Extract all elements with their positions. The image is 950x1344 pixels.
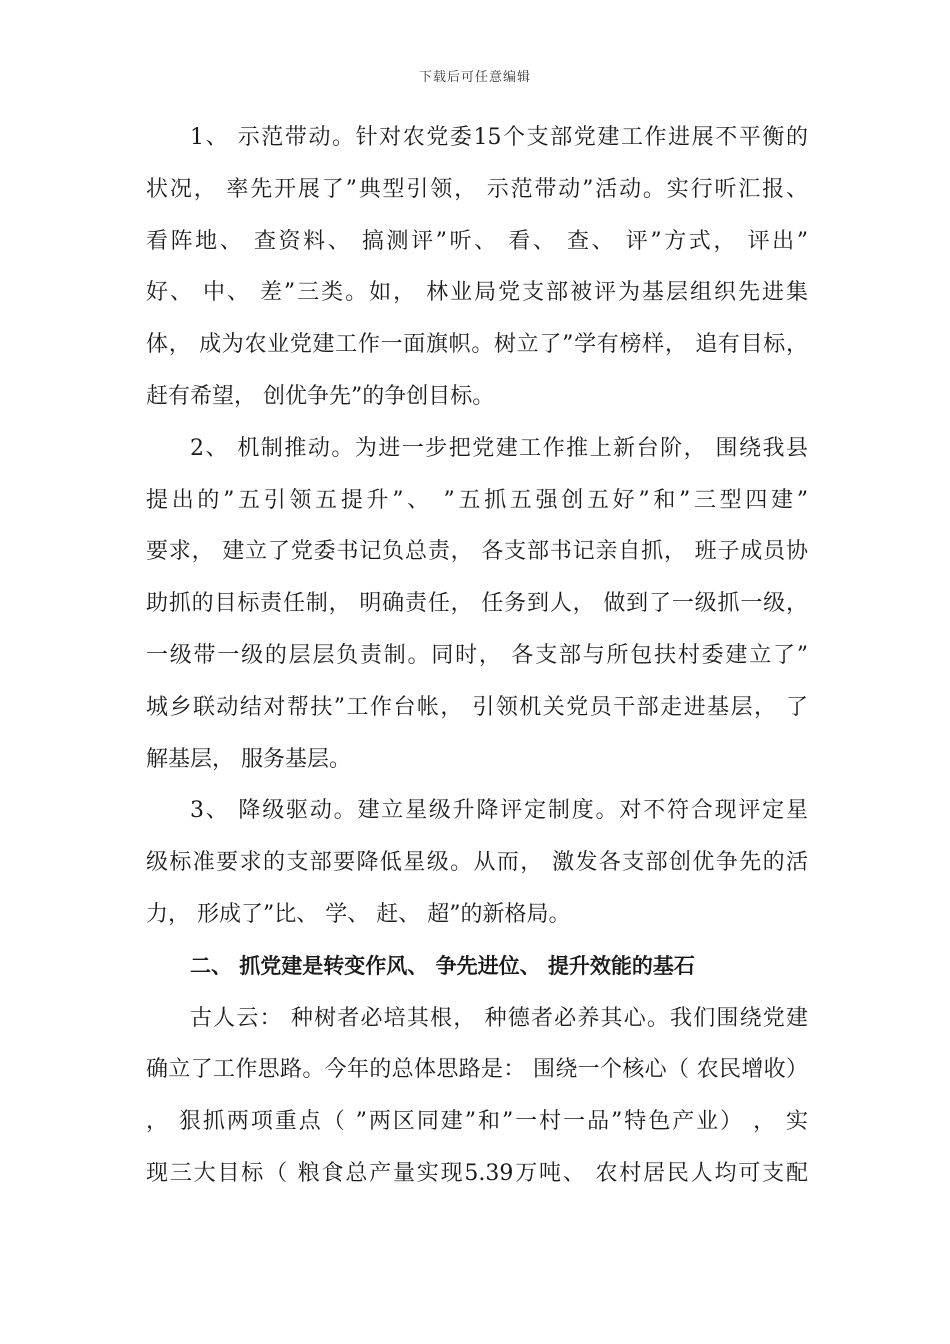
paragraph-line: 级标准要求的支部要降低星级。从而， 激发各支部创优争先的活 xyxy=(146,850,808,876)
paragraph-line: 一级带一级的层层负责制。同时， 各支部与所包扶村委建立了” xyxy=(146,642,808,668)
paragraph-line: 2、 机制推动。为进一步把党建工作推上新台阶， 围绕我县 xyxy=(190,435,808,461)
paragraph-line: 助抓的目标责任制， 明确责任， 任务到人， 做到了一级抓一级， xyxy=(146,591,808,617)
paragraph-line: 看阵地、 查资料、 搞测评”听、 看、 查、 评”方式， 评出” xyxy=(146,228,808,254)
paragraph-line: 1、 示范带动。针对农党委15个支部党建工作进展不平衡的 xyxy=(190,125,808,150)
paragraph-line: 好、 中、 差”三类。如， 林业局党支部被评为基层组织先进集 xyxy=(146,280,808,306)
paragraph-line: 城乡联动结对帮扶”工作台帐， 引领机关党员干部走进基层， 了 xyxy=(146,694,808,720)
paragraph-line: 状况， 率先开展了”典型引领， 示范带动”活动。实行听汇报、 xyxy=(146,176,808,202)
paragraph-line: 提出的”五引领五提升”、 ”五抓五强创五好”和”三型四建” xyxy=(146,487,808,513)
paragraph-line: 赶有希望， 创优争先”的争创目标。 xyxy=(146,383,495,409)
paragraph-line: 古人云： 种树者必培其根， 种德者必养其心。我们围绕党建 xyxy=(190,1005,808,1031)
paragraph-line: ， 狠抓两项重点（ ”两区同建”和”一村一品”特色产业） ， 实 xyxy=(146,1109,808,1135)
paragraph-line: 现三大目标（ 粮食总产量实现5.39万吨、 农村居民人均可支配 xyxy=(146,1160,808,1186)
paragraph-line: 3、 降级驱动。建立星级升降评定制度。对不符合现评定星 xyxy=(190,798,808,824)
paragraph-line: 力， 形成了”比、 学、 赶、 超”的新格局。 xyxy=(146,901,571,927)
page-header: 下载后可任意编辑 xyxy=(418,70,531,85)
paragraph-line: 确立了工作思路。今年的总体思路是： 围绕一个核心（ 农民增收） xyxy=(146,1057,808,1083)
document-body xyxy=(146,112,808,1200)
paragraph-line: 体， 成为农业党建工作一面旗帜。树立了”学有榜样， 追有目标， xyxy=(146,332,808,358)
section-heading: 二、 抓党建是转变作风、 争先进位、 提升效能的基石 xyxy=(190,953,695,978)
paragraph-line: 解基层， 服务基层。 xyxy=(146,746,351,772)
paragraph-line: 要求， 建立了党委书记负总责， 各支部书记亲自抓， 班子成员协 xyxy=(146,539,808,565)
